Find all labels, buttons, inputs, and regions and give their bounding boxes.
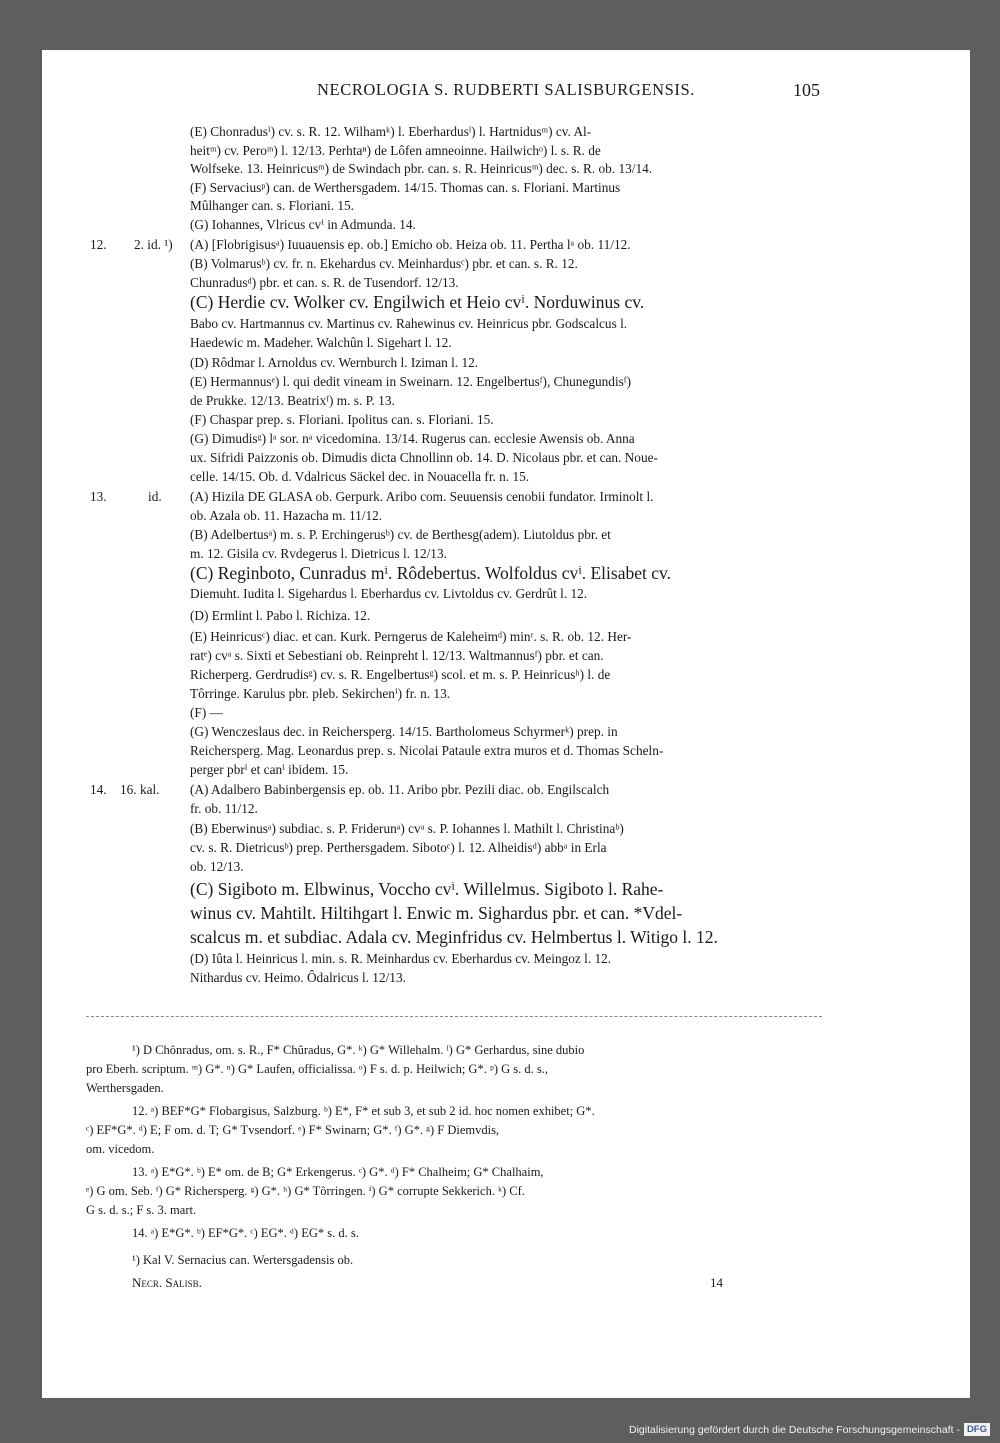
entry-line-large: winus cv. Mahtilt. Hiltihgart l. Enwic m. Sighardus pbr. et can. *Vdel- [190, 903, 683, 923]
entry-line: de Prukke. 12/13. Beatrixᶠ) m. s. P. 13. [190, 393, 395, 408]
date-number: 13. [90, 489, 107, 504]
entry-line: m. 12. Gisila cv. Rvdegerus l. Dietricus l. 12/13. [190, 546, 447, 561]
entry-line: (A) [Flobrigisusᵃ) Iuuauensis ep. ob.] Emicho ob. Heiza ob. 11. Perthа lᵃ ob. 11/12. [190, 237, 631, 252]
date-day: id. [148, 489, 162, 504]
date-day: 2. id. ¹) [134, 237, 173, 252]
footnote-line: om. vicedom. [86, 1142, 155, 1156]
entry-line: Reichersperg. Mag. Leonardus prep. s. Nicolai Pataule extra muros et d. Thomas Scheln- [190, 743, 664, 758]
date-day: 16. kal. [120, 782, 160, 797]
entry-line-large: (C) Sigiboto m. Elbwinus, Voccho cvⁱ. Willelmus. Sigiboto l. Rahe- [190, 879, 664, 899]
entry-line: (G) Iohannes, Vlricus cvⁱ in Admunda. 14. [190, 217, 416, 232]
document-page [42, 50, 970, 1398]
entry-line: ratᵉ) cvᵃ s. Sixti et Sebestiani ob. Reinpreht l. 12/13. Waltmannusᶠ) pbr. et can. [190, 648, 604, 663]
signature-number: 14 [710, 1275, 723, 1290]
entry-line: fr. ob. 11/12. [190, 801, 258, 816]
entry-line: (A) Hizila DE GLASA ob. Gerpurk. Aribo com. Seuuensis cenobii fundator. Irminolt l. [190, 489, 654, 504]
footnote-line: ᵉ) G om. Seb. ᶠ) G* Richersperg. ᵍ) G*. ʰ) G* Tôrringen. ⁱ) G* corrupte Sekkerich. ᵏ) Cf. [86, 1184, 525, 1198]
entry-line: (D) Iûta l. Heinricus l. min. s. R. Meinhardus cv. Eberhardus cv. Meingoz l. 12. [190, 951, 612, 966]
digitization-text: Digitalisierung gefördert durch die Deutsche Forschungsgemeinschaft - [629, 1423, 960, 1436]
entry-line: Chunradusᵈ) pbr. et can. s. R. de Tusendorf. 12/13. [190, 275, 459, 290]
entry-line: cv. s. R. Dietricusᵇ) prep. Perthersgadem. Sibotoᶜ) l. 12. Alheidisᵈ) abbᵃ in Erla [190, 840, 607, 855]
entry-line: Haedewic m. Madeher. Walchûn l. Sigehart l. 12. [190, 335, 452, 350]
footnote-line: 12. ᵃ) BEF*G* Flobargisus, Salzburg. ᵇ) E*, F* et sub 3, et sub 2 id. hoc nomen exhibet; G*. [132, 1104, 595, 1118]
footnote-line: G s. d. s.; F s. 3. mart. [86, 1203, 197, 1217]
footnote-divider [86, 1016, 822, 1017]
entry-line: (F) Servaciusᵖ) can. de Werthersgadem. 14/15. Thomas can. s. Floriani. Martinus [190, 180, 621, 195]
entry-line: (E) Hermannusᵉ) l. qui dedit vineam in Sweinarn. 12. Engelbertusᶠ), Chunegundisᶠ) [190, 374, 632, 389]
entry-line: (G) Wenczeslaus dec. in Reichersperg. 14/15. Bartholomeus Schyrmerᵏ) prep. in [190, 724, 618, 739]
entry-line: (A) Adalbero Babinbergensis ep. ob. 11. Aribo pbr. Pezili diac. ob. Engilscalch [190, 782, 610, 797]
entry-line: ob. 12/13. [190, 859, 244, 874]
footnote-line: 13. ᵃ) E*G*. ᵇ) E* om. de B; G* Erkengerus. ᶜ) G*. ᵈ) F* Chalheim; G* Chalhaim, [132, 1165, 544, 1179]
entry-line: (B) Eberwinusᵃ) subdiac. s. P. Friderunᵃ) cvᵃ s. P. Iohannes l. Mathilt l. Christinaᵇ) [190, 821, 624, 836]
page-number: 105 [793, 80, 820, 100]
entry-line: Richerperg. Gerdrudisᵍ) cv. s. R. Engelbertusᵍ) scol. et m. s. P. Heinricusʰ) l. de [190, 667, 611, 682]
signature-mark: Necr. Salisb. [132, 1275, 202, 1290]
running-header: NECROLOGIA S. RUDBERTI SALISBURGENSIS. [317, 80, 695, 99]
footnote-line: Werthersgaden. [86, 1081, 164, 1095]
entry-line: (B) Volmarusᵇ) cv. fr. n. Ekehardus cv. Meinhardusᶜ) pbr. et can. s. R. 12. [190, 256, 578, 271]
footnote-line: ¹) Kal V. Sernacius can. Wertersgadensis ob. [132, 1253, 354, 1267]
digitization-credit [629, 1423, 990, 1436]
entry-line: (F) — [190, 705, 223, 720]
footnote-line: ᶜ) EF*G*. ᵈ) E; F om. d. T; G* Tvsendorf. ᵉ) F* Swinarn; G*. ᶠ) G*. ᵍ) F Diemvdis, [86, 1123, 500, 1137]
footnote-line: ¹) D Chônradus, om. s. R., F* Chûradus, G*. ᵏ) G* Willehalm. ˡ) G* Gerhardus, sine dubio [132, 1043, 585, 1057]
entry-line: perger pbrⁱ et canⁱ ibidem. 15. [190, 762, 349, 777]
entry-line: heitᵐ) cv. Peroᵐ) l. 12/13. Perhtaⁿ) de Lôfen amneoinne. Hailwichᵒ) l. s. R. de [190, 143, 601, 158]
entry-line: ob. Azala ob. 11. Hazacha m. 11/12. [190, 508, 383, 523]
entry-line: Diemuht. Iudita l. Sigehardus l. Eberhardus cv. Livtoldus cv. Gerdrût l. 12. [190, 586, 588, 601]
entry-line: (E) Heinricusᶜ) diac. et can. Kurk. Perngerus de Kaleheimᵈ) minʳ. s. R. ob. 12. Her- [190, 629, 632, 644]
entry-line: Tôrringe. Karulus pbr. pleb. Sekirchenⁱ) fr. n. 13. [190, 686, 451, 701]
date-number: 14. [90, 782, 107, 797]
footnote-line: pro Eberh. scriptum. ᵐ) G*. ⁿ) G* Laufen, officialissa. ᵒ) F s. d. p. Heilwich; G*. ᵖ) G s. d. s., [86, 1062, 549, 1076]
entry-line-large: scalcus m. et subdiac. Adala cv. Meginfridus cv. Helmbertus l. Witigo l. 12. [190, 927, 718, 947]
entry-line-large: (C) Reginboto, Cunradus mⁱ. Rôdebertus. Wolfoldus cvⁱ. Elisabet cv. [190, 563, 671, 583]
entry-line: Wolfseke. 13. Heinricusᵐ) de Swindach pbr. can. s. R. Heinricusᵐ) dec. s. R. ob. 13/14. [190, 161, 653, 176]
entry-line: ux. Sifridi Paizzonis ob. Dimudis dicta Chnollinn ob. 14. D. Nicolaus pbr. et can. Noue- [190, 450, 658, 465]
entry-line: celle. 14/15. Ob. d. Vdalricus Säckel dec. in Nouacella fr. n. 15. [190, 469, 530, 484]
footnote-line: 14. ᵃ) E*G*. ᵇ) EF*G*. ᶜ) EG*. ᵈ) EG* s. d. s. [132, 1226, 359, 1240]
entry-line: (G) Dimudisᵍ) lᵃ sor. nᵃ vicedomina. 13/14. Rugerus can. ecclesie Awensis ob. Anna [190, 431, 635, 446]
entry-line-large: (C) Herdie cv. Wolker cv. Engilwich et Heio cvⁱ. Norduwinus cv. [190, 292, 645, 312]
entry-line: (D) Ermlint l. Pabo l. Richiza. 12. [190, 608, 371, 623]
entry-line: (E) Chonradusⁱ) cv. s. R. 12. Wilhamᵏ) l. Eberhardusˡ) l. Hartnidusᵐ) cv. Al- [190, 124, 592, 139]
entry-line: (D) Rôdmar l. Arnoldus cv. Wernburch l. Iziman l. 12. [190, 355, 479, 370]
date-number: 12. [90, 237, 107, 252]
dfg-logo: DFG [964, 1423, 990, 1436]
entry-line: Nithardus cv. Heimo. Ôdalricus l. 12/13. [190, 970, 406, 985]
entry-line: (F) Chaspar prep. s. Floriani. Ipolitus can. s. Floriani. 15. [190, 412, 494, 427]
entry-line: (B) Adelbertusᵃ) m. s. P. Erchingerusᵇ) cv. de Berthesg(adem). Liutoldus pbr. et [190, 527, 611, 542]
entry-line: Mûlhanger can. s. Floriani. 15. [190, 198, 354, 213]
entry-line: Babo cv. Hartmannus cv. Martinus cv. Rahewinus cv. Heinricus pbr. Godscalcus l. [190, 316, 628, 331]
